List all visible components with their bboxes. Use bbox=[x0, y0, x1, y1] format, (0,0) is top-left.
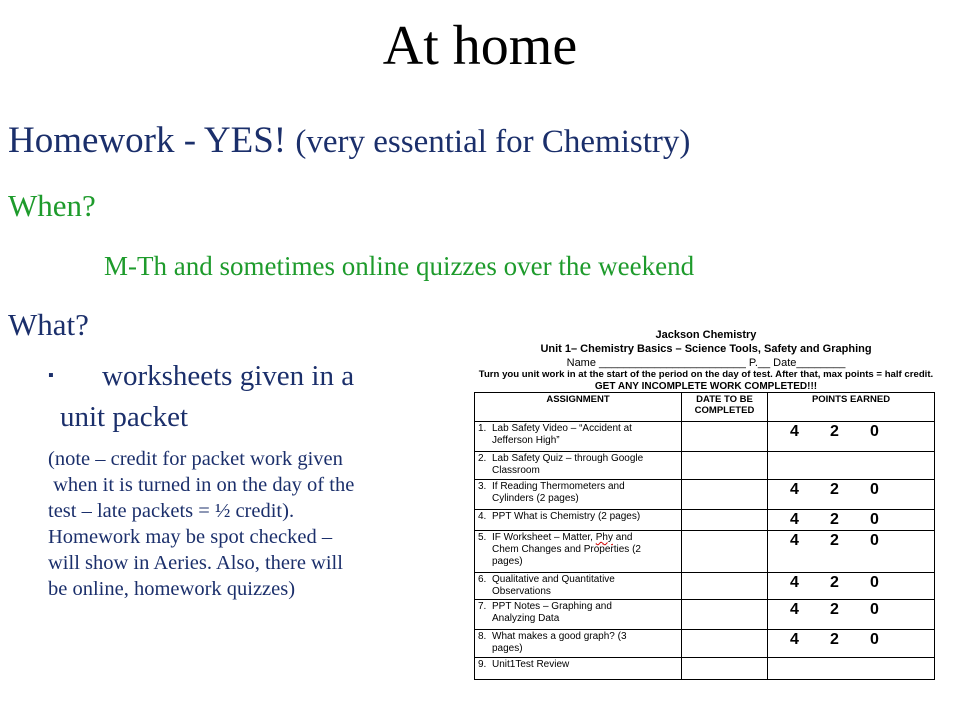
table-row bbox=[475, 658, 935, 680]
assignment-number: 1. bbox=[478, 423, 487, 434]
points-cell bbox=[768, 480, 935, 510]
bullet-line-2: unit packet bbox=[60, 401, 189, 433]
points-value: 2 bbox=[830, 631, 839, 648]
points-value: 0 bbox=[870, 511, 879, 528]
assignment-text: If Reading Thermometers and bbox=[492, 481, 625, 492]
assignment-text: Classroom bbox=[492, 465, 540, 476]
points-value: 4 bbox=[790, 532, 799, 549]
table-row bbox=[475, 630, 935, 658]
col-date: DATE TO BE COMPLETED bbox=[682, 393, 768, 422]
homework-main: Homework - YES! bbox=[8, 120, 287, 161]
date-cell bbox=[682, 422, 768, 452]
assignment-number: 2. bbox=[478, 453, 487, 464]
date-cell bbox=[682, 452, 768, 480]
note-line: when it is turned in on the day of the bbox=[48, 474, 355, 496]
assignment-cell bbox=[475, 630, 682, 658]
assignment-number: 5. bbox=[478, 532, 487, 543]
assignment-number: 4. bbox=[478, 511, 487, 522]
points-value: 0 bbox=[870, 423, 879, 440]
homework-heading bbox=[8, 118, 690, 165]
assignment-cell bbox=[475, 531, 682, 573]
points-value: 4 bbox=[790, 631, 799, 648]
worksheet-name-line: Name ________________________ P.__ Date________ bbox=[566, 357, 846, 369]
date-cell bbox=[682, 531, 768, 573]
table-header-row bbox=[475, 393, 935, 422]
table-row bbox=[475, 452, 935, 480]
assignment-cell bbox=[475, 658, 682, 680]
bullet-marker: ▪ bbox=[48, 367, 54, 384]
points-value: 0 bbox=[870, 532, 879, 549]
assignment-text: Unit1Test Review bbox=[492, 659, 570, 670]
assignment-text: IF Worksheet – Matter, Phy and bbox=[492, 532, 633, 543]
date-cell bbox=[682, 573, 768, 600]
date-cell bbox=[682, 658, 768, 680]
points-cell bbox=[768, 600, 935, 630]
assignment-text: Cylinders (2 pages) bbox=[492, 493, 579, 504]
homework-note: (very essential for Chemistry) bbox=[295, 124, 691, 160]
points-value: 0 bbox=[870, 631, 879, 648]
table-row bbox=[475, 510, 935, 531]
points-value: 2 bbox=[830, 532, 839, 549]
assignment-text: Chem Changes and Properties (2 bbox=[492, 544, 641, 555]
assignment-table bbox=[474, 392, 935, 680]
table-row bbox=[475, 573, 935, 600]
points-value: 2 bbox=[830, 423, 839, 440]
points-value: 4 bbox=[790, 574, 799, 591]
assignment-cell bbox=[475, 422, 682, 452]
col-assignment: ASSIGNMENT bbox=[475, 393, 682, 422]
table-row bbox=[475, 422, 935, 452]
assignment-text: Lab Safety Quiz – through Google bbox=[492, 453, 644, 464]
slide-title: At home bbox=[382, 15, 578, 77]
points-cell bbox=[768, 630, 935, 658]
assignment-text: PPT Notes – Graphing and bbox=[492, 601, 612, 612]
assignment-text: Qualitative and Quantitative bbox=[492, 574, 615, 585]
points-cell bbox=[768, 531, 935, 573]
worksheet-unit: Unit 1– Chemistry Basics – Science Tools, Safety and Graphing bbox=[540, 343, 872, 355]
assignment-text: Observations bbox=[492, 586, 551, 597]
what-label: What? bbox=[8, 307, 89, 342]
date-cell bbox=[682, 600, 768, 630]
when-answer: M-Th and sometimes online quizzes over the weekend bbox=[104, 251, 695, 281]
points-value: 2 bbox=[830, 481, 839, 498]
assignment-number: 3. bbox=[478, 481, 487, 492]
worksheet-school: Jackson Chemistry bbox=[655, 329, 757, 341]
points-cell bbox=[768, 658, 935, 680]
date-cell bbox=[682, 480, 768, 510]
bullet-line-1: worksheets given in a bbox=[102, 360, 355, 392]
points-value: 0 bbox=[870, 601, 879, 618]
points-value: 4 bbox=[790, 423, 799, 440]
date-cell bbox=[682, 510, 768, 531]
points-value: 4 bbox=[790, 601, 799, 618]
assignment-text: Analyzing Data bbox=[492, 613, 560, 624]
points-value: 0 bbox=[870, 574, 879, 591]
points-value: 4 bbox=[790, 511, 799, 528]
assignment-text: Jefferson High” bbox=[492, 435, 560, 446]
note-line: (note – credit for packet work given bbox=[48, 448, 343, 470]
assignment-text: Lab Safety Video – “Accident at bbox=[492, 423, 632, 434]
assignment-number: 8. bbox=[478, 631, 487, 642]
assignment-cell bbox=[475, 452, 682, 480]
note-line: be online, homework quizzes) bbox=[48, 578, 296, 600]
points-cell bbox=[768, 573, 935, 600]
assignment-cell bbox=[475, 573, 682, 600]
points-value: 2 bbox=[830, 511, 839, 528]
points-value: 0 bbox=[870, 481, 879, 498]
assignment-text: PPT What is Chemistry (2 pages) bbox=[492, 511, 641, 522]
assignment-cell bbox=[475, 510, 682, 531]
assignment-number: 7. bbox=[478, 601, 487, 612]
points-cell bbox=[768, 452, 935, 480]
col-points: POINTS EARNED bbox=[768, 393, 935, 422]
assignment-text: pages) bbox=[492, 556, 523, 567]
note-line: test – late packets = ½ credit). bbox=[48, 500, 295, 522]
when-label: When? bbox=[8, 188, 96, 223]
points-value: 2 bbox=[830, 601, 839, 618]
assignment-number: 9. bbox=[478, 659, 487, 670]
assignment-text: What makes a good graph? (3 bbox=[492, 631, 627, 642]
note-line: Homework may be spot checked – bbox=[48, 526, 333, 548]
assignment-number: 6. bbox=[478, 574, 487, 585]
note-line: will show in Aeries. Also, there will bbox=[48, 552, 343, 574]
points-value: 2 bbox=[830, 574, 839, 591]
assignment-cell bbox=[475, 600, 682, 630]
points-value: 4 bbox=[790, 481, 799, 498]
bullet-item bbox=[48, 357, 354, 395]
table-row bbox=[475, 480, 935, 510]
points-cell bbox=[768, 510, 935, 531]
worksheet-instruction: Turn you unit work in at the start of the period on the day of test. After that, max points = half credit. bbox=[478, 369, 934, 380]
assignment-cell bbox=[475, 480, 682, 510]
worksheet-instruction: GET ANY INCOMPLETE WORK COMPLETED!!! bbox=[594, 381, 818, 392]
assignment-text: pages) bbox=[492, 643, 523, 654]
points-cell bbox=[768, 422, 935, 452]
table-row bbox=[475, 600, 935, 630]
worksheet-image bbox=[468, 322, 944, 714]
table-row bbox=[475, 531, 935, 573]
date-cell bbox=[682, 630, 768, 658]
spellcheck-word: Phy bbox=[595, 532, 613, 543]
